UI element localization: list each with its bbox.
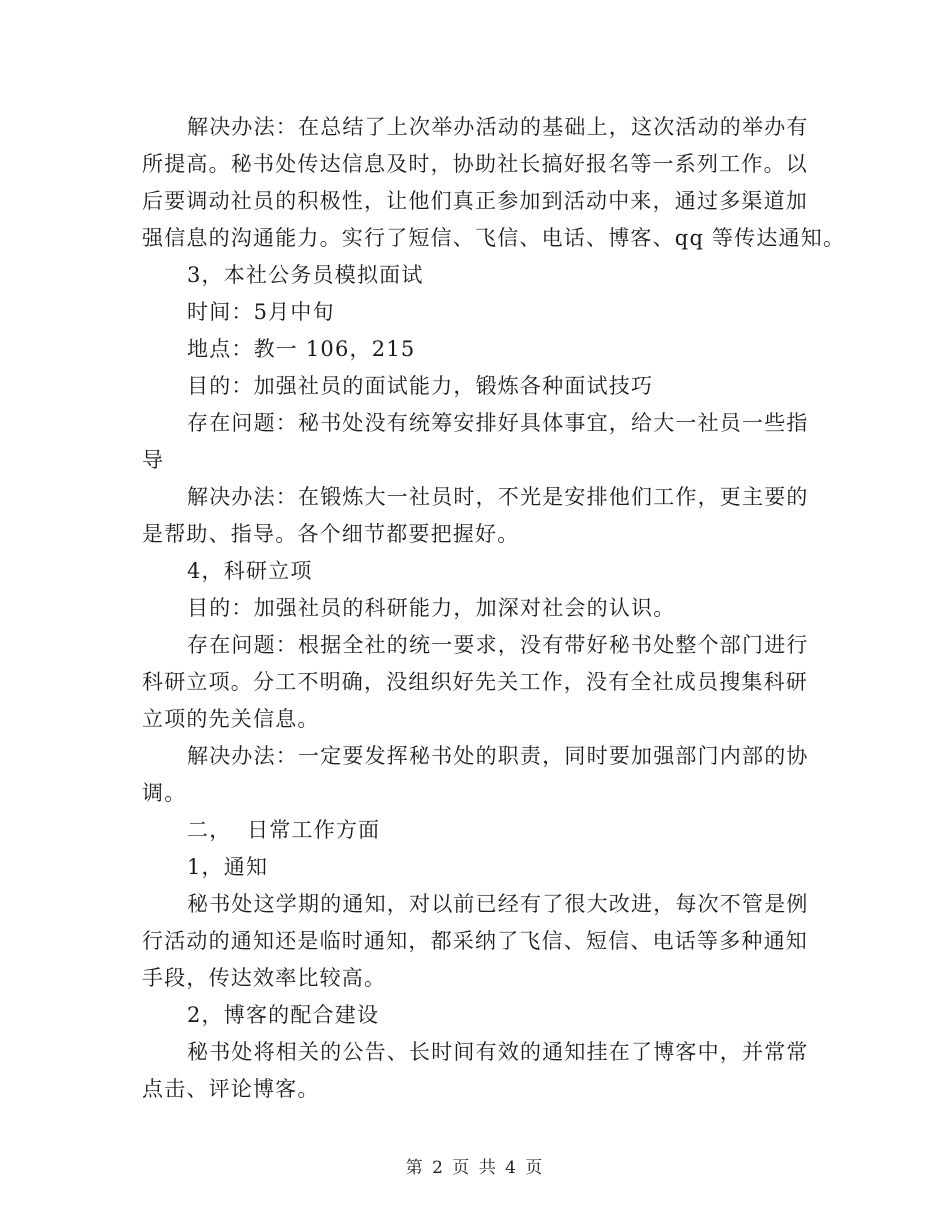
paragraph-line: 行活动的通知还是临时通知，都采纳了飞信、短信、电话等多种通知 [142,929,808,953]
paragraph-line: 解决办法：在总结了上次举办活动的基础上，这次活动的举办有 [187,115,809,139]
paragraph-line: 科研立项。分工不明确，没组织好先关工作，没有全社成员搜集科研 [142,670,808,694]
paragraph-line: 点击、评论博客。 [142,1077,320,1101]
paragraph-line: 秘书处这学期的通知，对以前已经有了很大改进，每次不管是例 [187,892,809,916]
section-heading: 2，博客的配合建设 [187,1003,380,1027]
section-heading: 3，本社公务员模拟面试 [187,263,424,287]
paragraph-line: 目的：加强社员的科研能力，加深对社会的认识。 [187,596,676,620]
paragraph-line: 解决办法：在锻炼大一社员时，不光是安排他们工作，更主要的 [187,485,809,509]
paragraph-line: 调。 [142,781,187,805]
section-heading: 二， 日常工作方面 [187,818,381,842]
paragraph-line: 强信息的沟通能力。实行了短信、飞信、电话、博客、qq 等传达通知。 [142,226,846,250]
paragraph-line: 地点：教一 106，215 [187,337,416,361]
paragraph-line: 目的：加强社员的面试能力，锻炼各种面试技巧 [187,374,654,398]
paragraph-line: 解决办法：一定要发挥秘书处的职责，同时要加强部门内部的协 [187,744,809,768]
paragraph-line: 存在问题：秘书处没有统筹安排好具体事宜，给大一社员一些指 [187,411,809,435]
paragraph-line: 存在问题：根据全社的统一要求，没有带好秘书处整个部门进行 [187,633,809,657]
page-number-footer: 第 2 页 共 4 页 [405,1158,545,1178]
section-heading: 4，科研立项 [187,559,313,583]
paragraph-line: 是帮助、指导。各个细节都要把握好。 [142,522,520,546]
paragraph-line: 导 [142,448,165,472]
paragraph-line: 秘书处将相关的公告、长时间有效的通知挂在了博客中，并常常 [187,1040,809,1064]
paragraph-line: 手段，传达效率比较高。 [142,966,387,990]
paragraph-line: 后要调动社员的积极性，让他们真正参加到活动中来，通过多渠道加 [142,189,808,213]
paragraph-line: 立项的先关信息。 [142,707,320,731]
paragraph-line: 所提高。秘书处传达信息及时，协助社长搞好报名等一系列工作。以 [142,152,808,176]
paragraph-line: 时间：5月中旬 [187,300,335,324]
section-heading: 1，通知 [187,855,269,879]
